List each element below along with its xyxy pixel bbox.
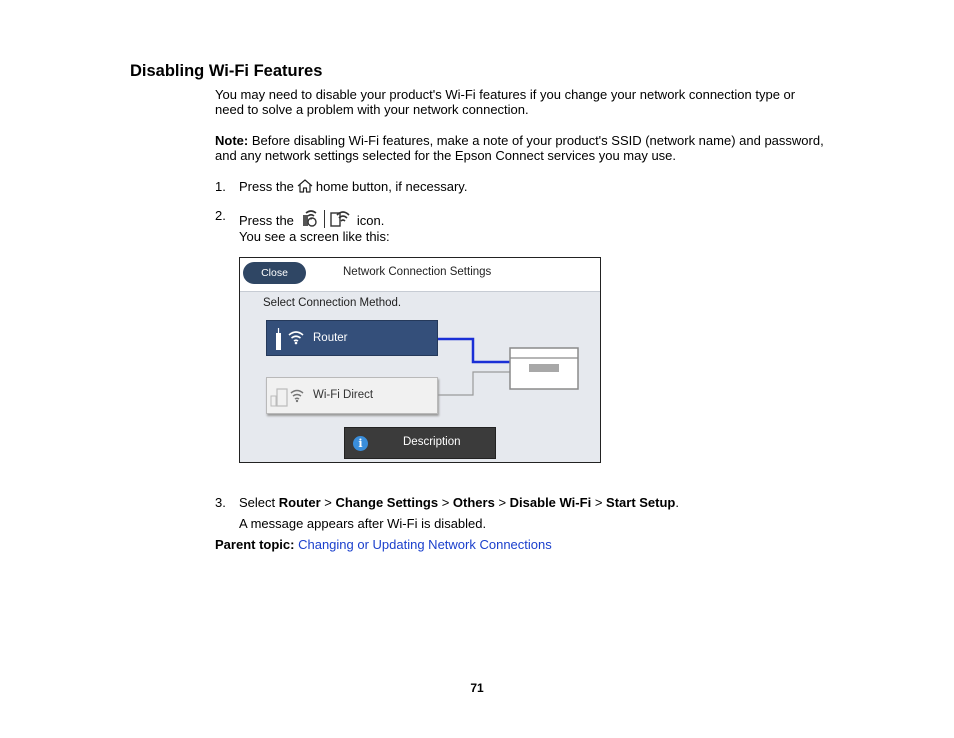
note-paragraph xyxy=(215,134,825,163)
page-number: 71 xyxy=(470,681,484,695)
network-settings-screenshot xyxy=(239,257,601,463)
wifi-direct-button[interactable] xyxy=(266,377,438,414)
path-sep: > xyxy=(441,495,450,510)
section-title: Disabling Wi-Fi Features xyxy=(130,62,323,80)
info-icon: i xyxy=(353,436,368,451)
menu-path-disable-wifi: Disable Wi-Fi xyxy=(509,495,592,510)
parent-topic xyxy=(215,537,552,552)
step-2-text xyxy=(239,200,384,228)
path-sep: > xyxy=(324,495,332,510)
step-3-text xyxy=(239,495,679,510)
router-label: Router xyxy=(313,332,348,344)
step-1-after: home button, if necessary. xyxy=(315,179,468,194)
home-icon xyxy=(297,179,313,193)
path-sep: > xyxy=(498,495,507,510)
step-2-number: 2. xyxy=(215,208,226,223)
parent-topic-link[interactable]: Changing or Updating Network Connections xyxy=(298,537,552,552)
step-1-before: Press the xyxy=(239,179,294,194)
step-2-subtext: You see a screen like this: xyxy=(239,229,390,244)
step-2-before: Press the xyxy=(239,213,294,228)
step-1-number: 1. xyxy=(215,179,226,194)
note-text: Before disabling Wi-Fi features, make a note of your product's SSID (network name) and password, and any network settings selected for the Epson Connect services you may use. xyxy=(215,133,824,163)
network-status-icon xyxy=(300,208,351,228)
step-2-after: icon. xyxy=(356,213,385,228)
parent-topic-label: Parent topic: xyxy=(215,537,295,552)
menu-path-others: Others xyxy=(452,495,495,510)
select-method-label: Select Connection Method. xyxy=(263,297,402,309)
description-button[interactable] xyxy=(344,427,496,459)
wifi-direct-icon xyxy=(270,384,310,408)
icon-separator xyxy=(324,210,325,228)
router-wifi-icon xyxy=(275,326,309,352)
wifi-direct-network-icon xyxy=(329,208,351,228)
path-sep: > xyxy=(594,495,603,510)
step-3-number: 3. xyxy=(215,495,226,510)
wifi-direct-label: Wi-Fi Direct xyxy=(313,389,374,401)
intro-paragraph: You may need to disable your product's Wi-Fi features if you change your network connection type or need to solve a problem with your network connection. xyxy=(215,87,796,117)
printer-icon xyxy=(510,348,578,389)
menu-path-router: Router xyxy=(278,495,321,510)
step-3-subtext: A message appears after Wi-Fi is disabled. xyxy=(239,516,487,531)
note-label: Note: xyxy=(215,133,249,148)
menu-path-change-settings: Change Settings xyxy=(335,495,439,510)
router-network-icon xyxy=(300,208,320,228)
screen-title: Network Connection Settings xyxy=(343,266,492,278)
step-3-select: Select xyxy=(239,495,276,510)
router-button[interactable] xyxy=(266,320,438,356)
step-3-end: . xyxy=(675,495,679,510)
close-button[interactable]: Close xyxy=(243,262,306,284)
description-label: Description xyxy=(403,436,461,448)
menu-path-start-setup: Start Setup xyxy=(606,495,676,510)
step-1-text xyxy=(239,179,467,194)
